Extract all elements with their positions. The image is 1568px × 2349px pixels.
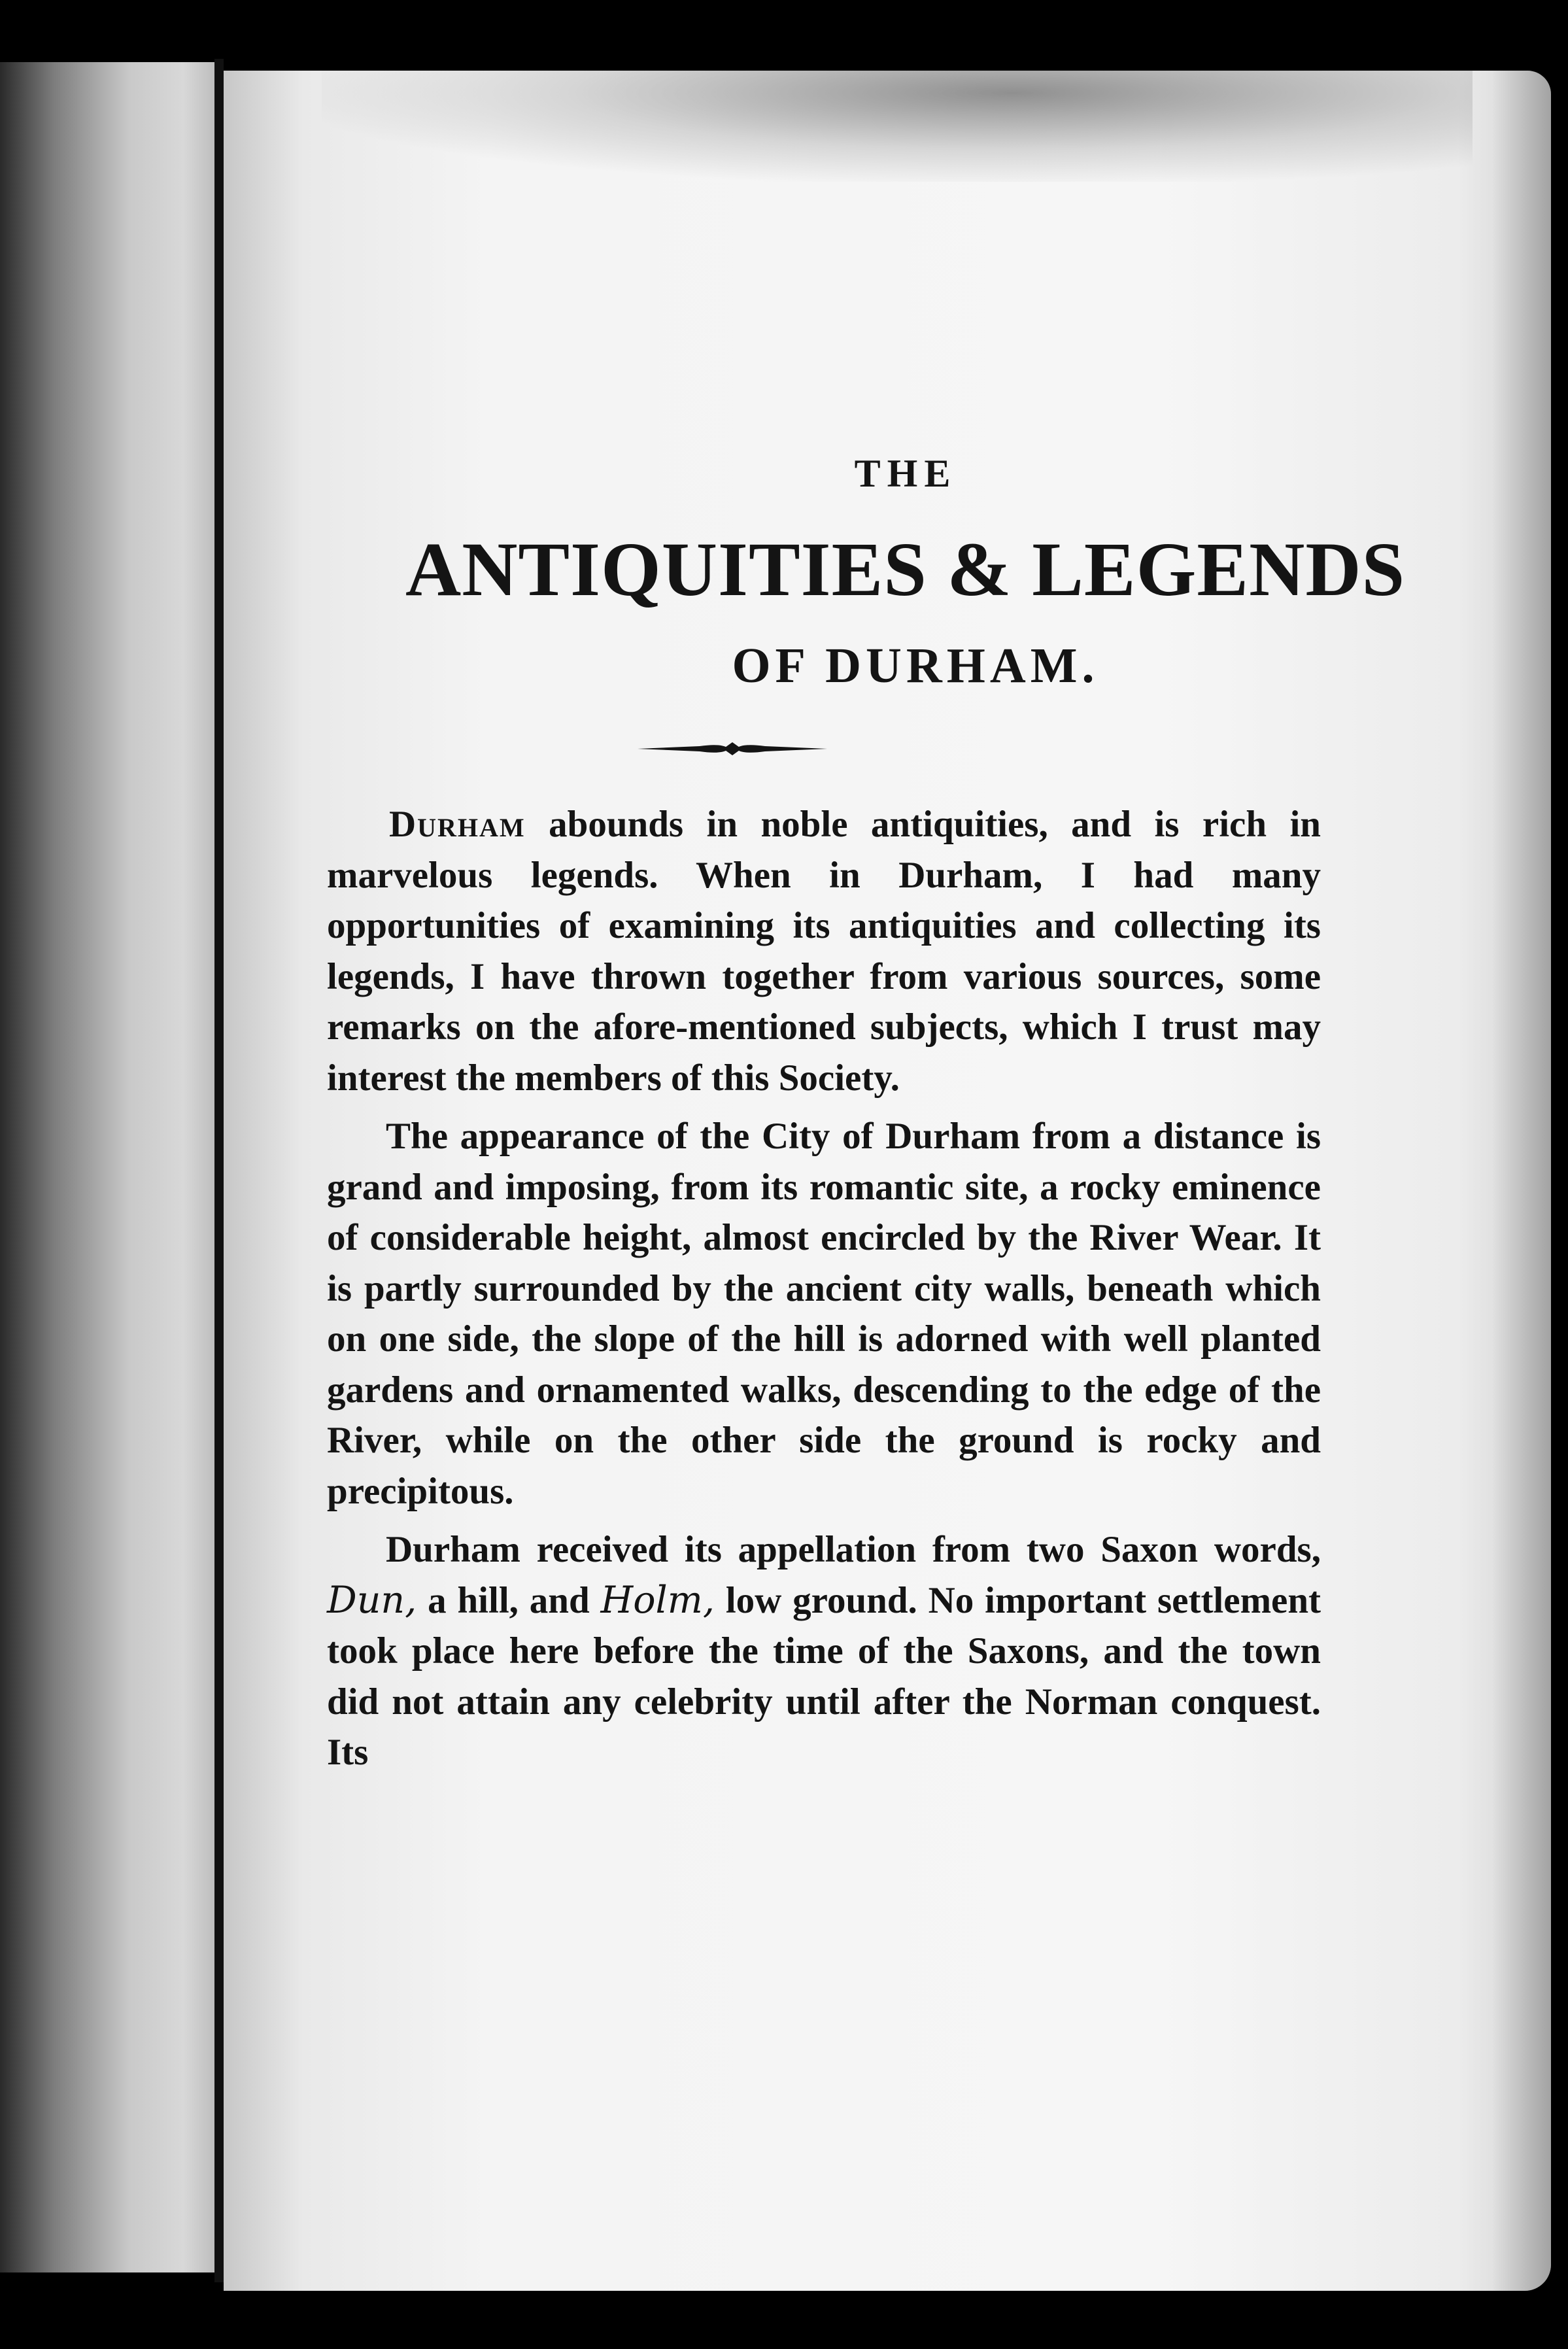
paragraph-3-text-b: a hill, and [428, 1579, 590, 1621]
paragraph-2: The appearance of the City of Durham from a distance is grand and imposing, from its romantic site, a rocky eminence of considerable height, almost encircled by the River Wear. It is partly surrounded by the ancient city walls, beneath which on one side, the slope of the hill is adorned with well planted gardens and ornamented walks, descending to the edge of the River, while on the other side the ground is rocky and precipitous. [327, 1116, 1321, 1512]
book-gutter [214, 59, 224, 2282]
page-title: ANTIQUITIES & LEGENDS [405, 526, 1406, 612]
title-the: THE [854, 452, 957, 495]
paragraph-1-text: abounds in noble antiquities, and is rich in marvelous legends. When in Durham, I had many opportunities of examining its antiquities and collecting its legends, I have thrown together from various sources, some remarks on the afore-mentioned subjects, which I trust may interest the members of this Society. [327, 804, 1321, 1099]
body-text [327, 799, 1321, 1778]
facing-page-edge [0, 62, 216, 2272]
paragraph-3 [327, 1524, 1321, 1778]
page-subtitle: OF DURHAM. [732, 638, 1099, 693]
word-dun: Dun, [327, 1578, 417, 1622]
word-holm: Holm, [600, 1578, 715, 1622]
paragraph-1 [327, 799, 1321, 1103]
paragraph-3-text-c: low ground. No important settlement took place here before the time of the Saxons, and the town did not attain any celebrity until after the Norman conquest. Its [327, 1579, 1321, 1773]
drop-word: Durham [389, 804, 526, 845]
paragraph-3-text-a: Durham received its appellation from two Saxon words, [386, 1529, 1321, 1570]
ornament-divider-icon [638, 740, 827, 757]
page-content [327, 451, 1406, 1786]
